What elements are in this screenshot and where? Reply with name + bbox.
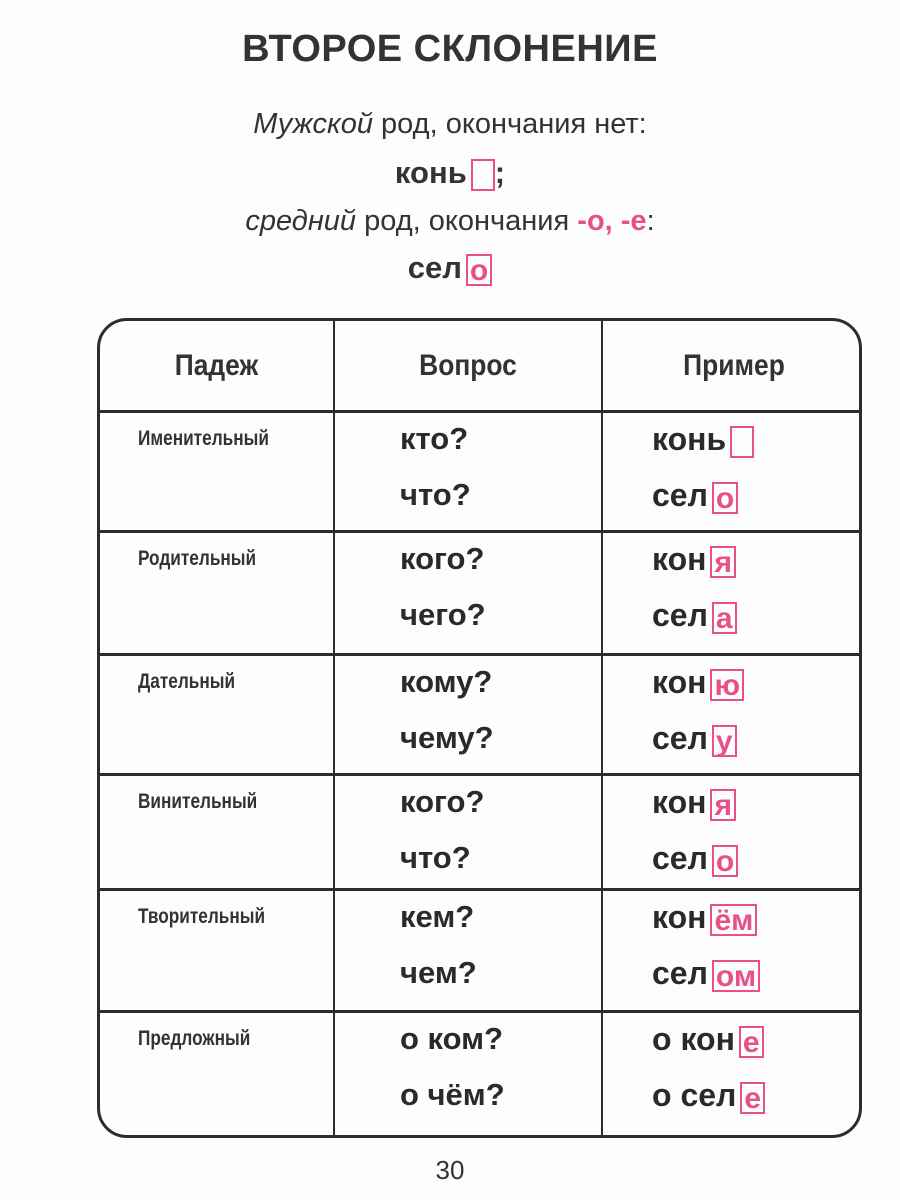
ending-box: ём: [710, 904, 757, 936]
question-2: чем?: [400, 955, 477, 990]
question-2: что?: [400, 840, 471, 875]
ending-box: о: [712, 482, 738, 514]
example-1: [652, 421, 754, 458]
question-1: кого?: [400, 541, 485, 576]
table-row: [100, 653, 859, 776]
neuter-rule: [0, 205, 900, 238]
example-1: [652, 1021, 764, 1058]
table-row: [100, 530, 859, 656]
neuter-rule-text: род, окончания: [364, 205, 570, 237]
question-1: о ком?: [400, 1021, 504, 1056]
case-name: Творительный: [138, 905, 266, 928]
table-row: [100, 1010, 859, 1138]
example-1: [652, 541, 736, 578]
example-2: [652, 1077, 765, 1114]
example-2: [652, 955, 760, 992]
question-1: кого?: [400, 784, 485, 819]
example-punct: ;: [494, 155, 506, 190]
ending-box: [471, 159, 495, 191]
ending-box: ю: [710, 669, 744, 701]
example-stem: сел: [652, 720, 708, 756]
example-stem: конь: [652, 421, 727, 457]
case-name: Родительный: [138, 547, 257, 570]
question-1: кто?: [400, 421, 469, 456]
neuter-endings: -о, -е: [577, 205, 647, 237]
ending-box: е: [740, 1082, 765, 1114]
header-example: Пример: [683, 349, 785, 382]
ending-box: е: [739, 1026, 764, 1058]
example-2: [652, 840, 738, 877]
neuter-example: [0, 250, 900, 286]
ending-box: о: [466, 254, 492, 286]
ending-box: я: [710, 789, 736, 821]
case-name: Предложный: [138, 1027, 251, 1050]
header-question: Вопрос: [419, 349, 517, 382]
example-stem: кон: [652, 899, 707, 935]
ending-box: я: [710, 546, 736, 578]
page-title: ВТОРОЕ СКЛОНЕНИЕ: [242, 28, 658, 70]
question-1: кем?: [400, 899, 475, 934]
neuter-label: средний: [245, 205, 357, 237]
example-stem: сел: [652, 955, 708, 991]
table-row: [100, 410, 859, 533]
case-name: Дательный: [138, 670, 236, 693]
question-1: кому?: [400, 664, 493, 699]
example-1: [652, 664, 744, 701]
example-2: [652, 477, 738, 514]
example-1: [652, 899, 757, 936]
question-2: о чём?: [400, 1077, 505, 1112]
example-stem: кон: [652, 784, 707, 820]
masculine-rule-text: род, окончания нет:: [381, 108, 647, 140]
ending-box: а: [712, 602, 737, 634]
example-stem: кон: [652, 541, 707, 577]
header-case: Падеж: [174, 349, 259, 382]
page-number: 30: [435, 1155, 465, 1185]
example-stem: сел: [652, 597, 708, 633]
masculine-rule: [0, 108, 900, 141]
case-name: Именительный: [138, 427, 269, 450]
masculine-label: Мужской: [253, 108, 373, 140]
example-stem: сел: [652, 477, 708, 513]
example-stem: о кон: [652, 1021, 735, 1057]
ending-box: о: [712, 845, 738, 877]
case-name: Винительный: [138, 790, 258, 813]
ending-box: [730, 426, 754, 458]
example-stem: сел: [652, 840, 708, 876]
question-2: что?: [400, 477, 471, 512]
example-stem: конь: [394, 155, 467, 190]
table-row: [100, 773, 859, 891]
ending-box: у: [712, 725, 737, 757]
neuter-colon: :: [646, 205, 655, 237]
masculine-example: [0, 155, 900, 191]
table-row: [100, 888, 859, 1013]
example-2: [652, 597, 737, 634]
example-stem: о сел: [652, 1077, 737, 1113]
ending-box: ом: [712, 960, 760, 992]
question-2: чему?: [400, 720, 494, 755]
example-1: [652, 784, 736, 821]
declension-table: [97, 318, 862, 1138]
question-2: чего?: [400, 597, 486, 632]
example-stem: кон: [652, 664, 707, 700]
example-stem: сел: [407, 250, 462, 285]
example-2: [652, 720, 737, 757]
